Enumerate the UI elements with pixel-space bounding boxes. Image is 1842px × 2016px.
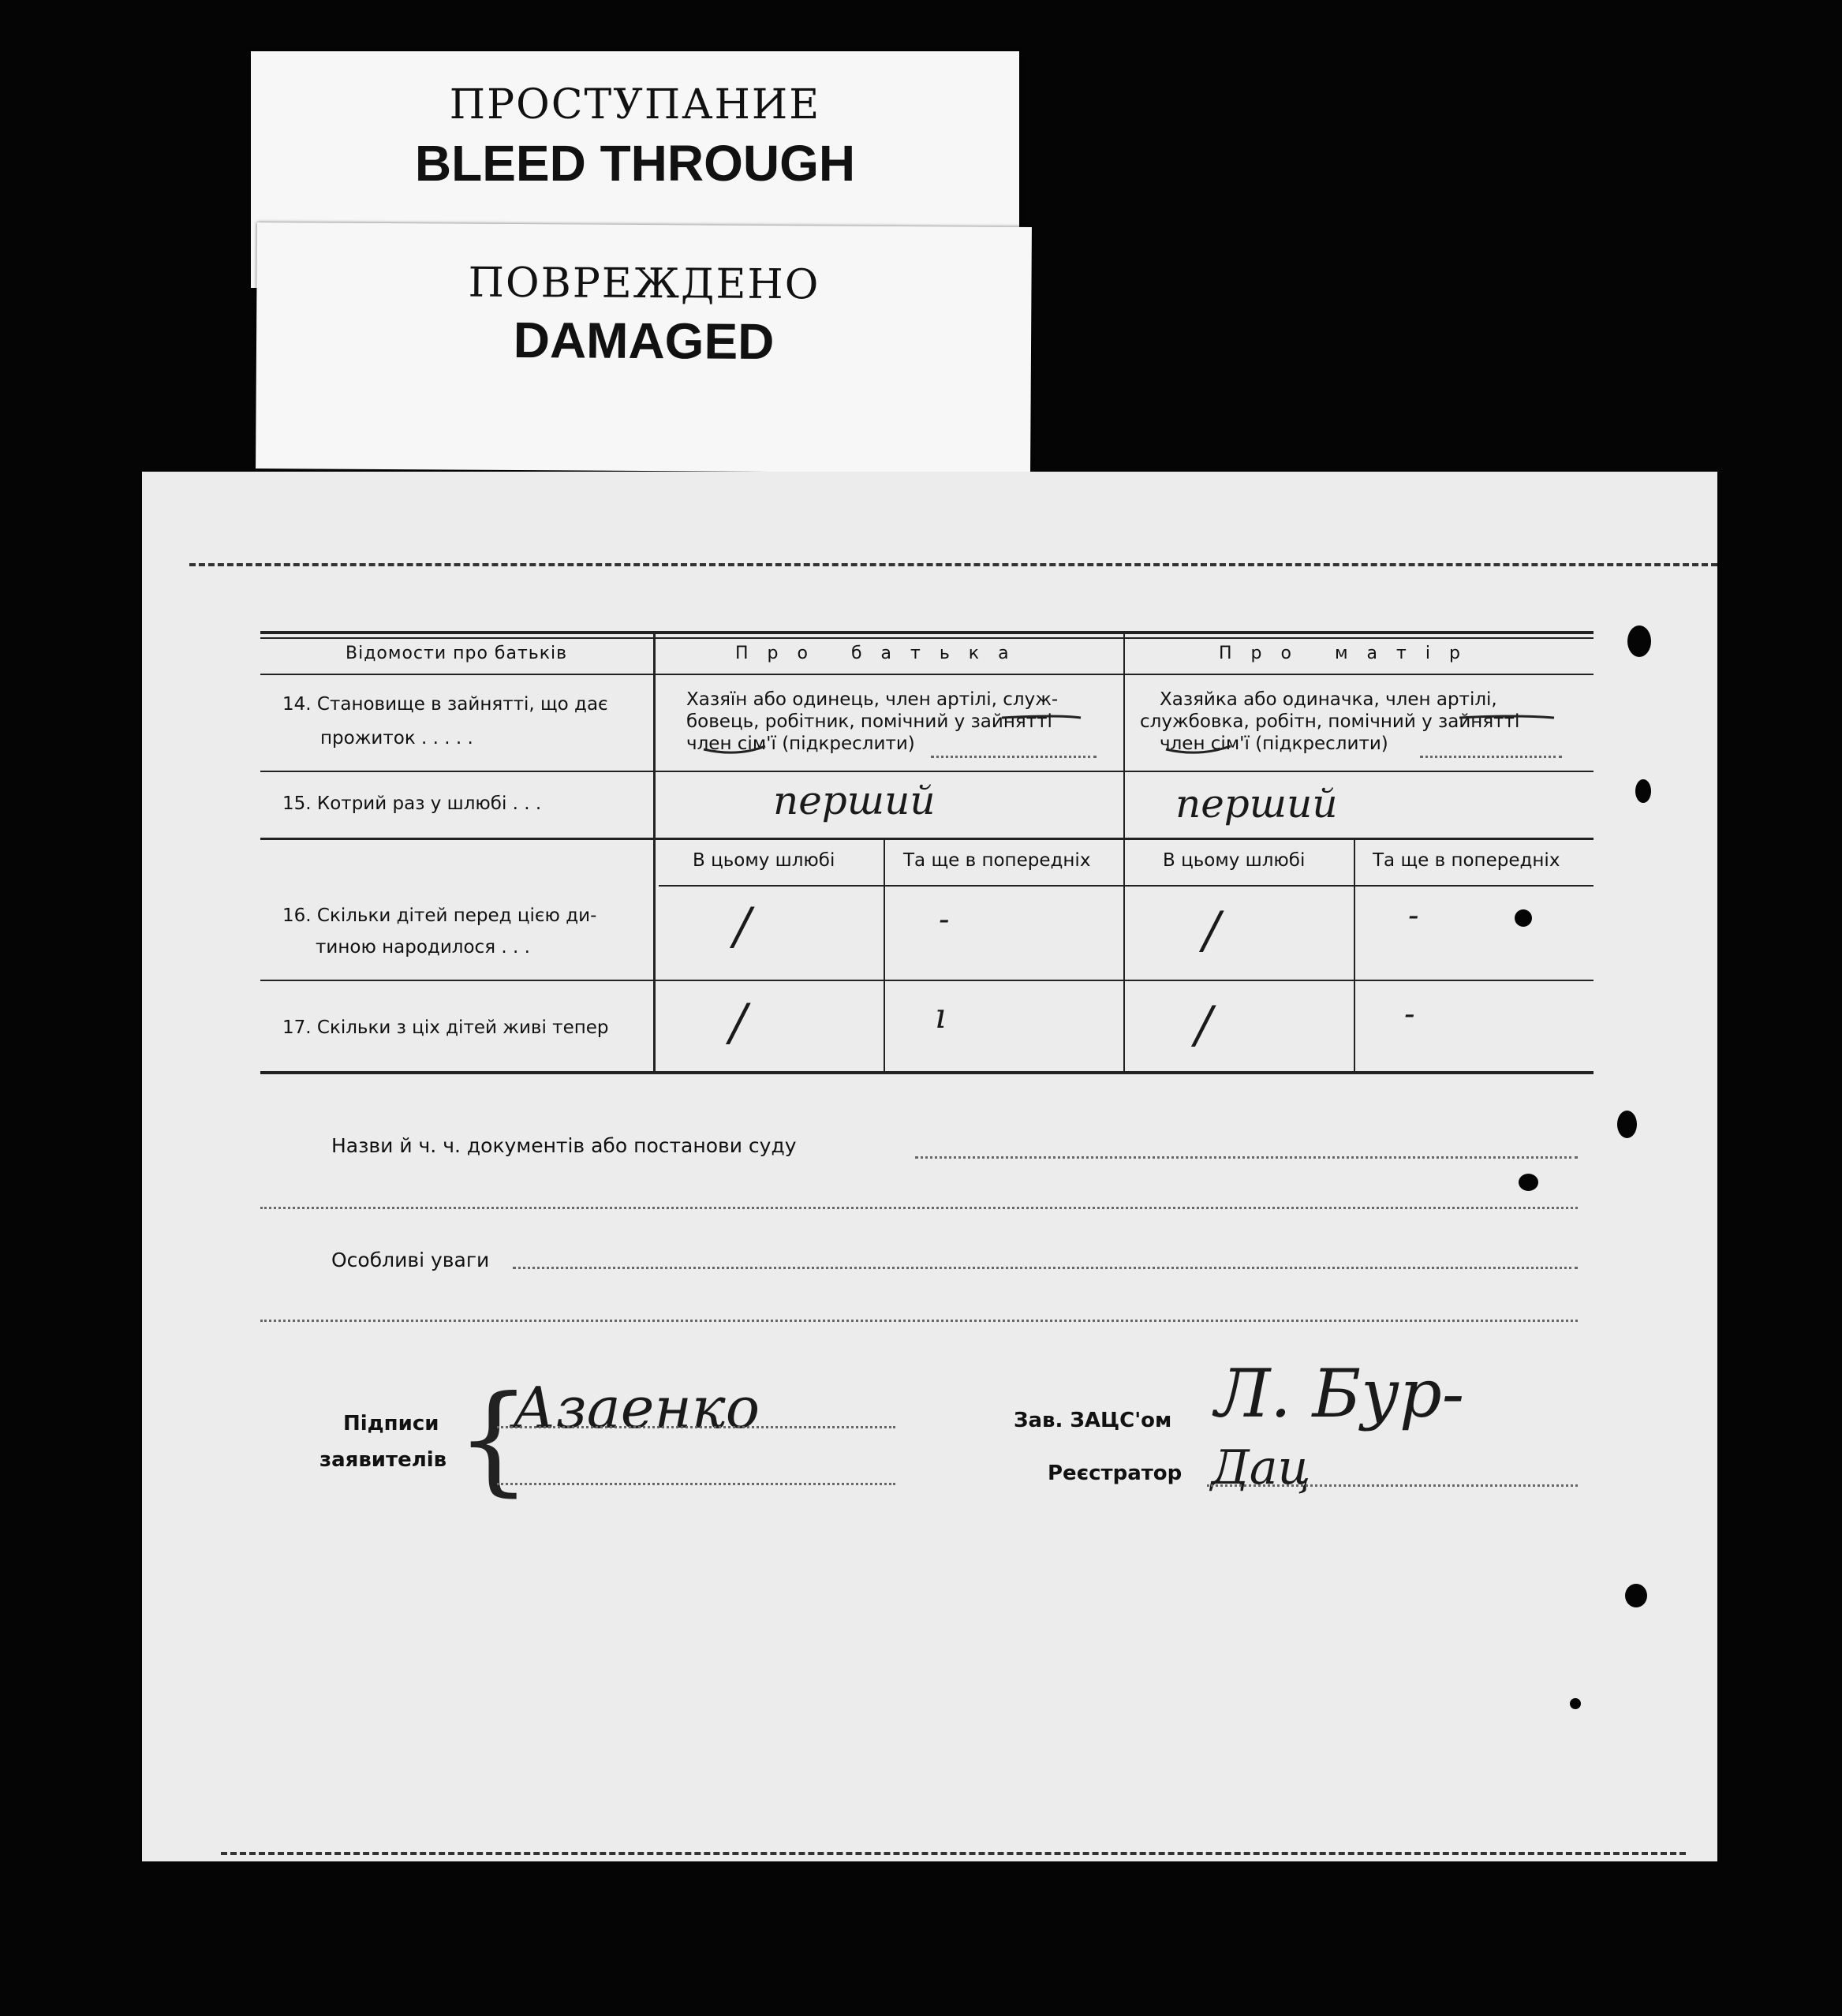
row14-label-line2: прожиток . . . . . <box>320 728 473 749</box>
registrar-sign-dotline <box>1207 1484 1578 1487</box>
perforation-line-top <box>189 563 1717 566</box>
head-of-registry-label: Зав. ЗАЦС'ом <box>1014 1409 1172 1432</box>
row14-father-line1: Хазяїн або одинець, член артілі, служ- <box>686 689 1059 710</box>
damaged-ru-label: ПОВРЕЖДЕНО <box>468 259 820 309</box>
header-parents-info: Відомости про батьків <box>346 644 568 663</box>
paper-damage-mark <box>1625 1584 1647 1607</box>
row16-label-line1: 16. Скільки дітей перед цією ди- <box>282 905 597 926</box>
row16-mother-this: / <box>1203 902 1220 960</box>
paper-damage-mark <box>1635 779 1651 803</box>
paper-damage-mark <box>1570 1698 1581 1709</box>
row16-label-line2: тиною народилося . . . <box>316 937 530 958</box>
column-divider-mother-sub <box>1354 840 1355 1073</box>
damaged-en-label: DAMAGED <box>513 311 775 371</box>
row17-mother-this: / <box>1195 996 1212 1055</box>
subheader-father-previous: Та ще в попередніх <box>903 850 1091 871</box>
remarks-dotline-2 <box>260 1320 1578 1322</box>
documents-label: Назви й ч. ч. документів або постанови суду <box>331 1134 797 1157</box>
row15-mother-value: перший <box>1175 781 1338 827</box>
subheader-mother-this-marriage: В цьому шлюбі <box>1163 850 1306 871</box>
header-bottom-line <box>260 674 1594 675</box>
row17-father-previous: ı <box>935 996 947 1036</box>
paper-damage-mark <box>1617 1111 1637 1138</box>
registrar-signature: Дац <box>1211 1440 1311 1495</box>
row14-label-line1: 14. Становище в зайнятті, що дає <box>282 694 608 715</box>
row14-father-line2: бовець, робітник, помічний у зайнятті <box>686 711 1052 732</box>
signatures-label-line1: Підписи <box>343 1412 439 1435</box>
damaged-flag <box>256 222 1032 473</box>
header-about-mother: Про матір <box>1219 644 1479 663</box>
documents-dotline-2 <box>260 1207 1578 1209</box>
paper-damage-mark <box>1627 625 1651 657</box>
table-top-border <box>260 631 1594 634</box>
row14-mother-line1: Хазяйка або одиначка, член артілі, <box>1160 689 1497 710</box>
row15-label: 15. Котрий раз у шлюбі . . . <box>282 793 542 814</box>
signatures-brace: { <box>456 1371 532 1508</box>
row14-bottom-line <box>260 771 1594 772</box>
registration-form-sheet <box>142 472 1717 1861</box>
registrar-label: Реєстратор <box>1048 1462 1183 1485</box>
table-bottom-border <box>260 1071 1594 1074</box>
applicant-sign-dotline-2 <box>497 1483 895 1485</box>
row14-mother-line2: службовка, робітн, помічний у зайнятті <box>1140 711 1520 732</box>
row15-bottom-line <box>260 838 1594 840</box>
subheader-bottom-line <box>659 885 1594 887</box>
remarks-dotline-1 <box>513 1267 1578 1269</box>
column-divider-1 <box>653 634 656 1073</box>
row17-father-this: / <box>730 994 747 1052</box>
applicant-sign-dotline-1 <box>497 1426 895 1428</box>
row17-label: 17. Скільки з ціх дітей живі тепер <box>282 1017 609 1038</box>
row16-bottom-line <box>260 980 1594 981</box>
subheader-mother-previous: Та ще в попередніх <box>1373 850 1560 871</box>
remarks-label: Особливі уваги <box>331 1249 490 1271</box>
applicant-signature: Азаенко <box>513 1375 760 1441</box>
bleed-through-en-label: BLEED THROUGH <box>414 135 856 192</box>
row14-mother-line3: член сім'ї (підкреслити) <box>1160 734 1388 754</box>
perforation-line-bottom <box>221 1852 1686 1855</box>
subheader-father-this-marriage: В цьому шлюбі <box>693 850 835 871</box>
signatures-label-line2: заявителів <box>319 1448 447 1472</box>
row14-underline-marks <box>694 700 1601 763</box>
paper-damage-mark <box>1519 1174 1538 1191</box>
bleed-through-ru-label: ПРОСТУПАНИЕ <box>449 81 821 129</box>
row17-mother-previous: - <box>1404 996 1415 1032</box>
row15-father-value: перший <box>773 778 936 823</box>
column-divider-father-sub <box>884 840 885 1073</box>
paper-damage-mark <box>1515 909 1532 927</box>
head-of-registry-signature: Л. Бур- <box>1215 1355 1465 1432</box>
row14-father-line3: член сім'ї (підкреслити) <box>686 734 915 754</box>
header-about-father: Про батька <box>735 644 1028 663</box>
row16-mother-previous: - <box>1408 898 1419 934</box>
table-top-border-2 <box>260 637 1594 639</box>
row16-father-previous: - <box>939 902 950 938</box>
documents-dotline-1 <box>915 1156 1578 1159</box>
row16-father-this: / <box>734 898 751 956</box>
